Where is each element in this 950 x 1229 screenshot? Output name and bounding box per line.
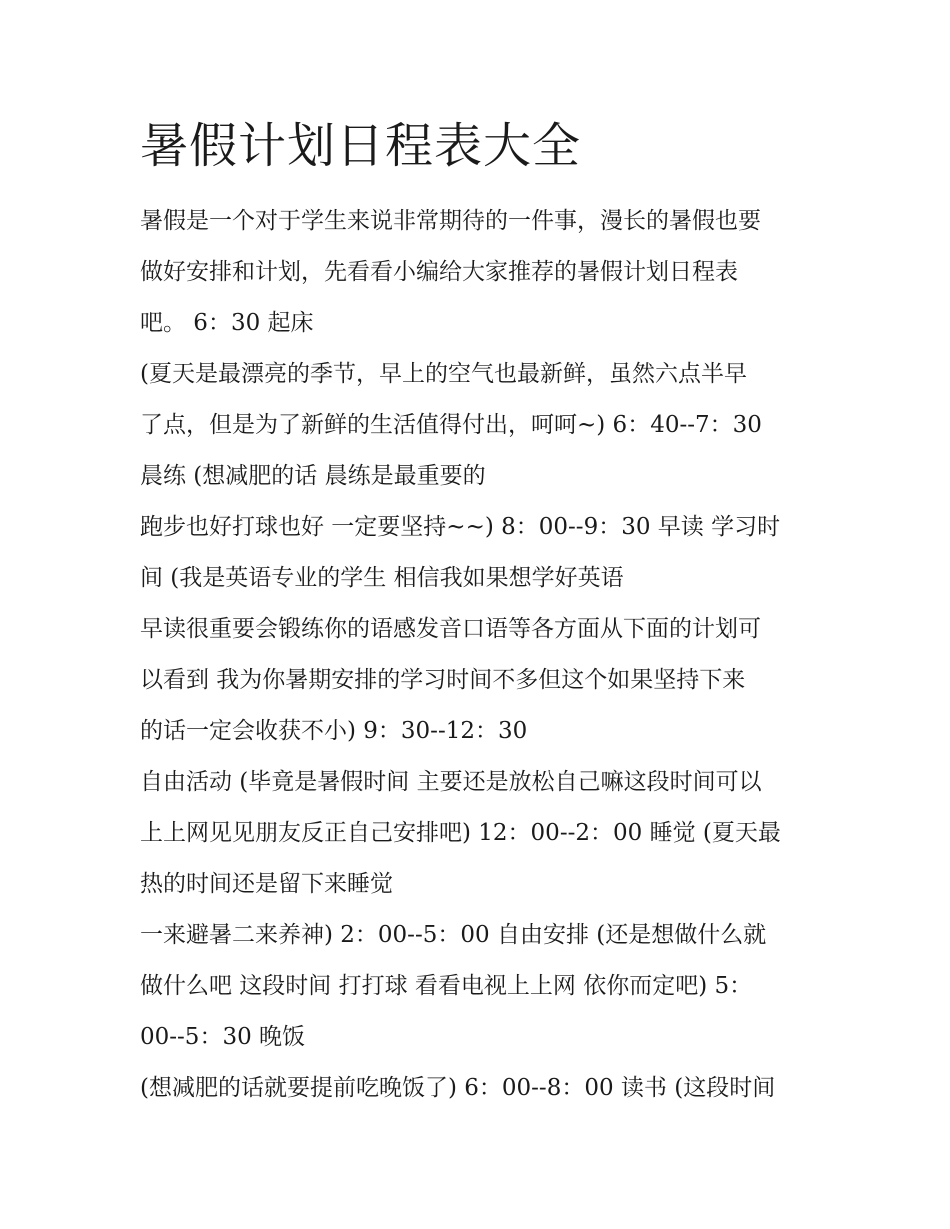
body-line: 热的时间还是留下来睡觉	[140, 871, 393, 897]
body-line: (夏天是最漂亮的季节，早上的空气也最新鲜，虽然六点半早	[140, 361, 747, 387]
body-line: 早读很重要会锻练你的语感发音口语等各方面从下面的计划可	[140, 616, 761, 642]
body-line: 了点，但是为了新鲜的生活值得付出，呵呵~) 6：40--7：30	[140, 412, 762, 438]
body-line: 上上网见见朋友反正自己安排吧) 12：00--2：00 睡觉 (夏天最	[140, 820, 781, 846]
body-line: 吧。 6：30 起床	[140, 310, 314, 336]
body-line: 做好安排和计划，先看看小编给大家推荐的暑假计划日程表	[140, 259, 738, 285]
body-line: 间 (我是英语专业的学生 相信我如果想学好英语	[140, 565, 624, 591]
body-line: 晨练 (想减肥的话 晨练是最重要的	[140, 463, 486, 489]
body-line: 跑步也好打球也好 一定要坚持~~) 8：00--9：30 早读 学习时	[140, 514, 781, 540]
body-line: 00--5：30 晚饭	[140, 1024, 306, 1050]
body-line: 自由活动 (毕竟是暑假时间 主要还是放松自己嘛这段时间可以	[140, 769, 762, 795]
body-line: 做什么吧 这段时间 打打球 看看电视上上网 依你而定吧) 5：	[140, 973, 753, 999]
document-body	[140, 196, 820, 1114]
body-line: 暑假是一个对于学生来说非常期待的一件事，漫长的暑假也要	[140, 208, 761, 234]
body-line: 的话一定会收获不小) 9：30--12：30	[140, 718, 528, 744]
body-line: 以看到 我为你暑期安排的学习时间不多但这个如果坚持下来	[140, 667, 746, 693]
body-line: (想减肥的话就要提前吃晚饭了) 6：00--8：00 读书 (这段时间	[140, 1075, 776, 1101]
document-title: 暑假计划日程表大全	[140, 118, 582, 174]
body-line: 一来避暑二来养神) 2：00--5：00 自由安排 (还是想做什么就	[140, 922, 767, 948]
